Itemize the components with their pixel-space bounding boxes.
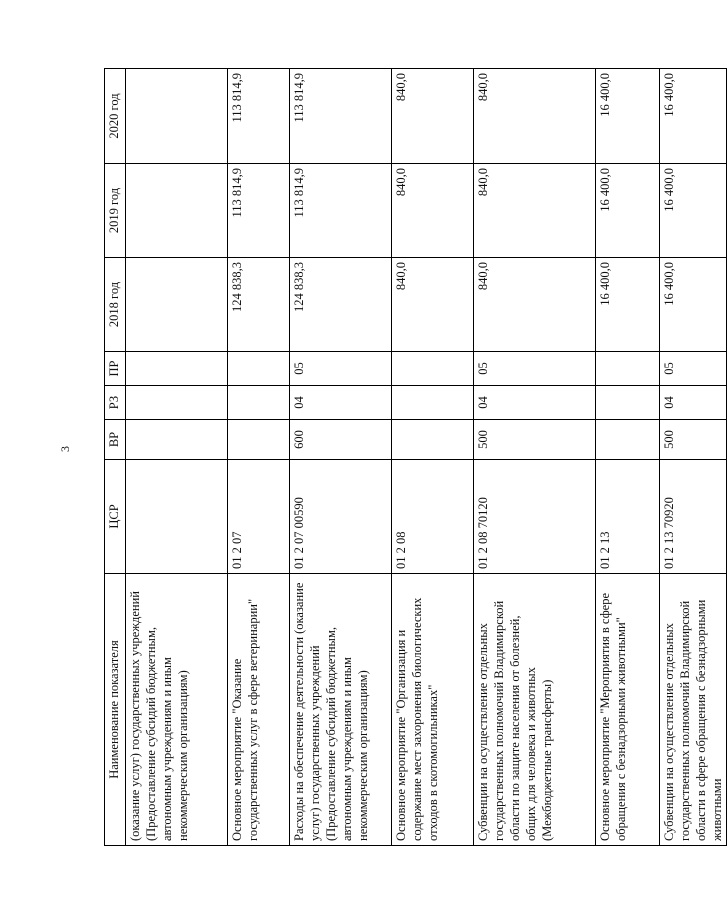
cell-2019: 16 400,0 xyxy=(596,164,660,258)
cell-csr: 01 2 13 xyxy=(596,460,660,574)
table-row xyxy=(392,69,474,846)
cell-vr xyxy=(596,420,660,460)
cell-rz: 04 xyxy=(474,386,596,420)
cell-2020: 113 814,9 xyxy=(228,69,290,164)
cell-csr: 01 2 07 xyxy=(228,460,290,574)
cell-csr: 01 2 07 00590 xyxy=(290,460,392,574)
cell-pr xyxy=(392,352,474,386)
header-2020: 2020 год xyxy=(105,69,126,164)
header-name: Наименование показателя xyxy=(105,574,126,846)
cell-2020: 840,0 xyxy=(474,69,596,164)
cell-name: (оказание услуг) государственных учреждений (Предоставление субсидий бюджетным, автономным учреждениям и иным некоммерческим организациям) xyxy=(126,574,228,846)
cell-rz: 04 xyxy=(660,386,727,420)
table-row xyxy=(474,69,596,846)
header-csr: ЦСР xyxy=(105,460,126,574)
cell-csr: 01 2 13 70920 xyxy=(660,460,727,574)
cell-vr xyxy=(392,420,474,460)
cell-rz xyxy=(392,386,474,420)
table-header-row xyxy=(105,69,126,846)
cell-2020 xyxy=(126,69,228,164)
cell-name: Субвенции на осуществление отдельных государственных полномочий Владимирской области в сфере обращения с безнадзорными животными xyxy=(660,574,727,846)
table-row xyxy=(660,69,727,846)
table-row xyxy=(596,69,660,846)
cell-2018: 124 838,3 xyxy=(228,258,290,352)
rotated-page-content xyxy=(104,69,724,846)
cell-pr xyxy=(126,352,228,386)
cell-2020: 840,0 xyxy=(392,69,474,164)
page-number: 3 xyxy=(58,446,72,452)
cell-2018: 16 400,0 xyxy=(660,258,727,352)
cell-2020: 16 400,0 xyxy=(660,69,727,164)
cell-rz xyxy=(228,386,290,420)
cell-2018 xyxy=(126,258,228,352)
cell-2019 xyxy=(126,164,228,258)
cell-2018: 16 400,0 xyxy=(596,258,660,352)
cell-2019: 840,0 xyxy=(392,164,474,258)
cell-2019: 840,0 xyxy=(474,164,596,258)
cell-name: Основное мероприятие "Мероприятия в сфере обращения с безнадзорными животными" xyxy=(596,574,660,846)
cell-pr: 05 xyxy=(290,352,392,386)
cell-vr: 600 xyxy=(290,420,392,460)
budget-table xyxy=(104,68,727,846)
cell-vr: 500 xyxy=(474,420,596,460)
table-row xyxy=(228,69,290,846)
cell-pr xyxy=(596,352,660,386)
cell-vr: 500 xyxy=(660,420,727,460)
cell-2020: 16 400,0 xyxy=(596,69,660,164)
cell-csr: 01 2 08 70120 xyxy=(474,460,596,574)
cell-2019: 113 814,9 xyxy=(290,164,392,258)
cell-rz xyxy=(126,386,228,420)
header-2018: 2018 год xyxy=(105,258,126,352)
cell-vr xyxy=(228,420,290,460)
table-row xyxy=(290,69,392,846)
cell-rz xyxy=(596,386,660,420)
cell-pr: 05 xyxy=(660,352,727,386)
cell-2019: 16 400,0 xyxy=(660,164,727,258)
cell-name: Основное мероприятие "Организация и содержание мест захоронения биологических отходов в скотомогильниках" xyxy=(392,574,474,846)
cell-rz: 04 xyxy=(290,386,392,420)
header-pr: ПР xyxy=(105,352,126,386)
cell-name: Основное мероприятие "Оказание государственных услуг в сфере ветеринарии" xyxy=(228,574,290,846)
cell-2018: 124 838,3 xyxy=(290,258,392,352)
cell-2019: 113 814,9 xyxy=(228,164,290,258)
cell-name: Субвенции на осуществление отдельных государственных полномочий Владимирской области по защите населения от болезней, общих для человека и животных (Межбюджетные трансферты) xyxy=(474,574,596,846)
cell-pr xyxy=(228,352,290,386)
cell-2020: 113 814,9 xyxy=(290,69,392,164)
header-vr: ВР xyxy=(105,420,126,460)
cell-pr: 05 xyxy=(474,352,596,386)
cell-name: Расходы на обеспечение деятельности (оказание услуг) государственных учреждений (Предоставление субсидий бюджетным, автономным учреждениям и иным некоммерческим организациям) xyxy=(290,574,392,846)
table-row xyxy=(126,69,228,846)
header-2019: 2019 год xyxy=(105,164,126,258)
cell-csr xyxy=(126,460,228,574)
cell-csr: 01 2 08 xyxy=(392,460,474,574)
cell-2018: 840,0 xyxy=(474,258,596,352)
cell-2018: 840,0 xyxy=(392,258,474,352)
cell-vr xyxy=(126,420,228,460)
header-rz: РЗ xyxy=(105,386,126,420)
